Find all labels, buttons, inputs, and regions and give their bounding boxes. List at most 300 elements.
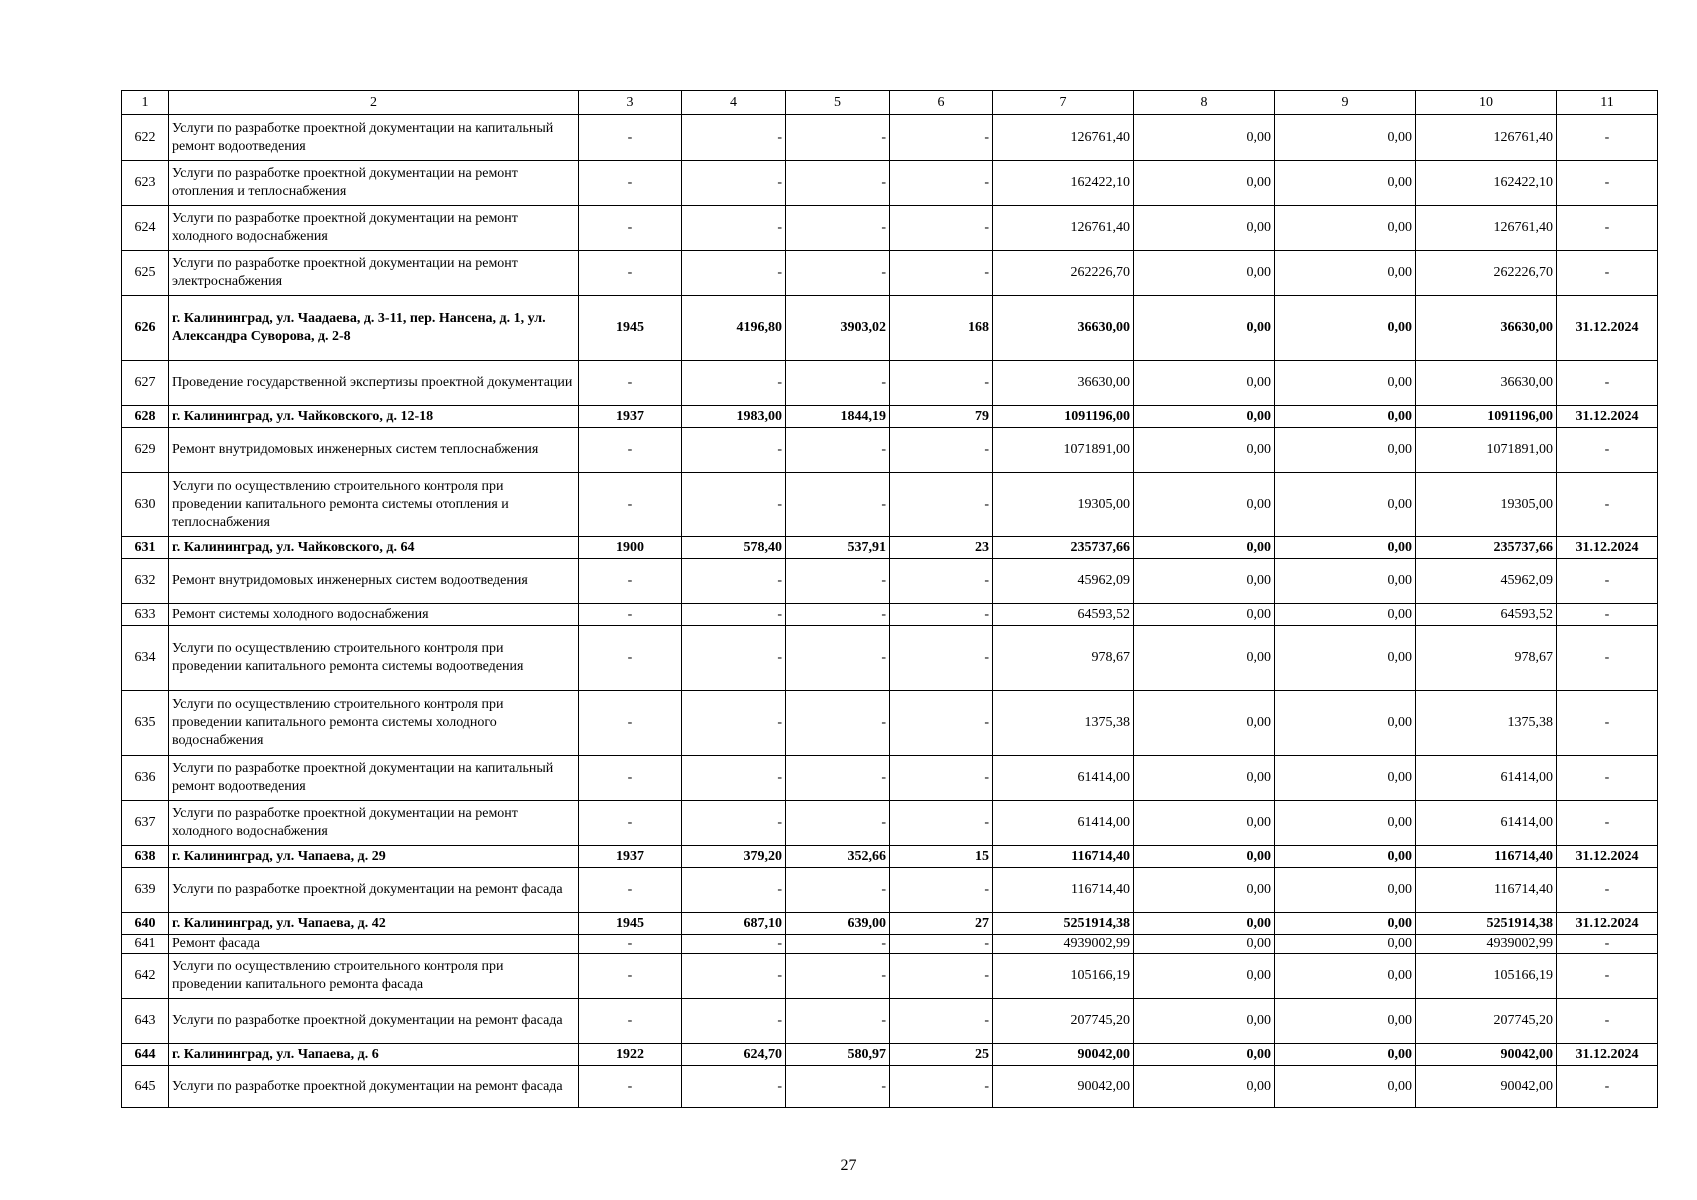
work-row <box>122 473 1658 537</box>
row-description-cell: Ремонт фасада <box>169 935 579 954</box>
total-cost-cell: 61414,00 <box>993 756 1134 801</box>
row-number-cell: 639 <box>122 868 169 913</box>
completion-date-cell: - <box>1557 115 1658 161</box>
budget-cost-cell: 0,00 <box>1275 691 1416 756</box>
completion-date-cell: - <box>1557 559 1658 604</box>
residents-cell: 15 <box>890 846 993 868</box>
build-year-cell: - <box>579 604 682 626</box>
total-cost-cell: 1375,38 <box>993 691 1134 756</box>
residents-cell: - <box>890 206 993 251</box>
page-number: 27 <box>840 1157 857 1174</box>
owners-cost-cell: 116714,40 <box>1416 868 1557 913</box>
work-row <box>122 868 1658 913</box>
living-area-cell: - <box>786 954 890 999</box>
row-number-cell: 624 <box>122 206 169 251</box>
residents-cell: - <box>890 559 993 604</box>
build-year-cell: - <box>579 559 682 604</box>
row-number-cell: 631 <box>122 537 169 559</box>
budget-cost-cell: 0,00 <box>1275 604 1416 626</box>
fund-cost-cell: 0,00 <box>1134 626 1275 691</box>
total-cost-cell: 978,67 <box>993 626 1134 691</box>
total-cost-cell: 5251914,38 <box>993 913 1134 935</box>
completion-date-cell: - <box>1557 206 1658 251</box>
owners-cost-cell: 116714,40 <box>1416 846 1557 868</box>
column-number-header: 9 <box>1275 91 1416 115</box>
total-area-cell: - <box>682 935 786 954</box>
work-row <box>122 954 1658 999</box>
residents-cell: - <box>890 251 993 296</box>
owners-cost-cell: 36630,00 <box>1416 296 1557 361</box>
row-number-cell: 643 <box>122 999 169 1044</box>
completion-date-cell: - <box>1557 428 1658 473</box>
living-area-cell: - <box>786 115 890 161</box>
fund-cost-cell: 0,00 <box>1134 361 1275 406</box>
total-area-cell: 578,40 <box>682 537 786 559</box>
budget-cost-cell: 0,00 <box>1275 473 1416 537</box>
residents-cell: - <box>890 691 993 756</box>
row-description-cell: г. Калининград, ул. Чапаева, д. 42 <box>169 913 579 935</box>
budget-cost-cell: 0,00 <box>1275 537 1416 559</box>
column-number-header: 7 <box>993 91 1134 115</box>
residents-cell: 168 <box>890 296 993 361</box>
total-area-cell: - <box>682 999 786 1044</box>
completion-date-cell: - <box>1557 868 1658 913</box>
total-area-cell: - <box>682 691 786 756</box>
total-cost-cell: 235737,66 <box>993 537 1134 559</box>
residents-cell: - <box>890 626 993 691</box>
work-row <box>122 801 1658 846</box>
column-number-header: 1 <box>122 91 169 115</box>
living-area-cell: - <box>786 251 890 296</box>
build-year-cell: - <box>579 691 682 756</box>
total-cost-cell: 45962,09 <box>993 559 1134 604</box>
fund-cost-cell: 0,00 <box>1134 935 1275 954</box>
residents-cell: - <box>890 999 993 1044</box>
document-sheet <box>121 90 1657 1108</box>
total-cost-cell: 90042,00 <box>993 1044 1134 1066</box>
row-number-cell: 632 <box>122 559 169 604</box>
build-year-cell: - <box>579 206 682 251</box>
total-cost-cell: 126761,40 <box>993 115 1134 161</box>
budget-cost-cell: 0,00 <box>1275 1066 1416 1108</box>
total-area-cell: - <box>682 1066 786 1108</box>
work-row <box>122 161 1658 206</box>
column-number-header-row <box>122 91 1658 115</box>
living-area-cell: - <box>786 691 890 756</box>
budget-cost-cell: 0,00 <box>1275 206 1416 251</box>
work-row <box>122 559 1658 604</box>
row-number-cell: 628 <box>122 406 169 428</box>
residents-cell: - <box>890 756 993 801</box>
total-area-cell: - <box>682 559 786 604</box>
residents-cell: 25 <box>890 1044 993 1066</box>
row-number-cell: 634 <box>122 626 169 691</box>
living-area-cell: - <box>786 756 890 801</box>
total-cost-cell: 19305,00 <box>993 473 1134 537</box>
budget-cost-cell: 0,00 <box>1275 756 1416 801</box>
owners-cost-cell: 235737,66 <box>1416 537 1557 559</box>
owners-cost-cell: 64593,52 <box>1416 604 1557 626</box>
total-cost-cell: 126761,40 <box>993 206 1134 251</box>
living-area-cell: - <box>786 206 890 251</box>
build-year-cell: - <box>579 626 682 691</box>
total-cost-cell: 90042,00 <box>993 1066 1134 1108</box>
total-cost-cell: 4939002,99 <box>993 935 1134 954</box>
build-year-cell: - <box>579 868 682 913</box>
row-number-cell: 623 <box>122 161 169 206</box>
work-row <box>122 756 1658 801</box>
owners-cost-cell: 45962,09 <box>1416 559 1557 604</box>
total-cost-cell: 162422,10 <box>993 161 1134 206</box>
living-area-cell: 352,66 <box>786 846 890 868</box>
row-description-cell: Услуги по осуществлению строительного контроля при проведении капитального ремонта системы отопления и теплоснабжения <box>169 473 579 537</box>
residents-cell: 79 <box>890 406 993 428</box>
completion-date-cell: - <box>1557 626 1658 691</box>
total-cost-cell: 105166,19 <box>993 954 1134 999</box>
row-description-cell: Услуги по осуществлению строительного контроля при проведении капитального ремонта системы холодного водоснабжения <box>169 691 579 756</box>
build-year-cell: - <box>579 115 682 161</box>
column-number-header: 6 <box>890 91 993 115</box>
living-area-cell: 3903,02 <box>786 296 890 361</box>
total-area-cell: - <box>682 868 786 913</box>
work-row <box>122 115 1658 161</box>
build-year-cell: - <box>579 161 682 206</box>
completion-date-cell: - <box>1557 251 1658 296</box>
row-number-cell: 636 <box>122 756 169 801</box>
living-area-cell: - <box>786 935 890 954</box>
total-area-cell: - <box>682 161 786 206</box>
completion-date-cell: 31.12.2024 <box>1557 913 1658 935</box>
column-number-header: 3 <box>579 91 682 115</box>
build-year-cell: - <box>579 361 682 406</box>
total-cost-cell: 116714,40 <box>993 868 1134 913</box>
row-number-cell: 630 <box>122 473 169 537</box>
total-area-cell: 624,70 <box>682 1044 786 1066</box>
completion-date-cell: - <box>1557 999 1658 1044</box>
fund-cost-cell: 0,00 <box>1134 115 1275 161</box>
row-number-cell: 640 <box>122 913 169 935</box>
fund-cost-cell: 0,00 <box>1134 206 1275 251</box>
build-year-cell: 1900 <box>579 537 682 559</box>
completion-date-cell: 31.12.2024 <box>1557 537 1658 559</box>
budget-cost-cell: 0,00 <box>1275 801 1416 846</box>
owners-cost-cell: 19305,00 <box>1416 473 1557 537</box>
completion-date-cell: 31.12.2024 <box>1557 1044 1658 1066</box>
budget-cost-cell: 0,00 <box>1275 868 1416 913</box>
owners-cost-cell: 207745,20 <box>1416 999 1557 1044</box>
residents-cell: - <box>890 428 993 473</box>
row-description-cell: Ремонт системы холодного водоснабжения <box>169 604 579 626</box>
total-area-cell: - <box>682 756 786 801</box>
row-description-cell: г. Калининград, ул. Чайковского, д. 12-18 <box>169 406 579 428</box>
column-number-header: 11 <box>1557 91 1658 115</box>
budget-cost-cell: 0,00 <box>1275 161 1416 206</box>
living-area-cell: - <box>786 161 890 206</box>
residents-cell: - <box>890 1066 993 1108</box>
work-row <box>122 626 1658 691</box>
completion-date-cell: 31.12.2024 <box>1557 296 1658 361</box>
living-area-cell: - <box>786 361 890 406</box>
work-row <box>122 206 1658 251</box>
row-number-cell: 641 <box>122 935 169 954</box>
fund-cost-cell: 0,00 <box>1134 559 1275 604</box>
row-description-cell: г. Калининград, ул. Чапаева, д. 6 <box>169 1044 579 1066</box>
fund-cost-cell: 0,00 <box>1134 161 1275 206</box>
owners-cost-cell: 978,67 <box>1416 626 1557 691</box>
column-number-header: 5 <box>786 91 890 115</box>
row-description-cell: Услуги по осуществлению строительного контроля при проведении капитального ремонта системы водоотведения <box>169 626 579 691</box>
fund-cost-cell: 0,00 <box>1134 954 1275 999</box>
residents-cell: - <box>890 361 993 406</box>
work-row <box>122 251 1658 296</box>
budget-cost-cell: 0,00 <box>1275 406 1416 428</box>
row-number-cell: 625 <box>122 251 169 296</box>
budget-cost-cell: 0,00 <box>1275 296 1416 361</box>
total-cost-cell: 207745,20 <box>993 999 1134 1044</box>
address-row <box>122 913 1658 935</box>
owners-cost-cell: 262226,70 <box>1416 251 1557 296</box>
living-area-cell: 537,91 <box>786 537 890 559</box>
residents-cell: 27 <box>890 913 993 935</box>
row-description-cell: Услуги по разработке проектной документации на ремонт фасада <box>169 1066 579 1108</box>
total-area-cell: - <box>682 801 786 846</box>
build-year-cell: 1922 <box>579 1044 682 1066</box>
budget-cost-cell: 0,00 <box>1275 361 1416 406</box>
fund-cost-cell: 0,00 <box>1134 999 1275 1044</box>
total-area-cell: - <box>682 604 786 626</box>
row-description-cell: Услуги по разработке проектной документации на капитальный ремонт водоотведения <box>169 756 579 801</box>
total-cost-cell: 64593,52 <box>993 604 1134 626</box>
owners-cost-cell: 105166,19 <box>1416 954 1557 999</box>
budget-cost-cell: 0,00 <box>1275 954 1416 999</box>
total-cost-cell: 36630,00 <box>993 361 1134 406</box>
living-area-cell: - <box>786 428 890 473</box>
row-description-cell: г. Калининград, ул. Чапаева, д. 29 <box>169 846 579 868</box>
living-area-cell: - <box>786 999 890 1044</box>
work-row <box>122 999 1658 1044</box>
row-description-cell: г. Калининград, ул. Чаадаева, д. 3-11, пер. Нансена, д. 1, ул. Александра Суворова, д. 2-8 <box>169 296 579 361</box>
build-year-cell: - <box>579 935 682 954</box>
address-row <box>122 1044 1658 1066</box>
living-area-cell: - <box>786 626 890 691</box>
row-number-cell: 635 <box>122 691 169 756</box>
living-area-cell: 1844,19 <box>786 406 890 428</box>
budget-cost-cell: 0,00 <box>1275 115 1416 161</box>
total-cost-cell: 36630,00 <box>993 296 1134 361</box>
completion-date-cell: - <box>1557 954 1658 999</box>
total-cost-cell: 61414,00 <box>993 801 1134 846</box>
work-row <box>122 428 1658 473</box>
owners-cost-cell: 1071891,00 <box>1416 428 1557 473</box>
fund-cost-cell: 0,00 <box>1134 428 1275 473</box>
address-row <box>122 296 1658 361</box>
work-row <box>122 1066 1658 1108</box>
work-row <box>122 604 1658 626</box>
owners-cost-cell: 36630,00 <box>1416 361 1557 406</box>
total-area-cell: 379,20 <box>682 846 786 868</box>
residents-cell: - <box>890 115 993 161</box>
completion-date-cell: - <box>1557 801 1658 846</box>
budget-cost-cell: 0,00 <box>1275 559 1416 604</box>
fund-cost-cell: 0,00 <box>1134 691 1275 756</box>
work-row <box>122 935 1658 954</box>
budget-cost-cell: 0,00 <box>1275 846 1416 868</box>
living-area-cell: - <box>786 868 890 913</box>
row-description-cell: Услуги по разработке проектной документации на капитальный ремонт водоотведения <box>169 115 579 161</box>
build-year-cell: 1937 <box>579 846 682 868</box>
budget-cost-cell: 0,00 <box>1275 626 1416 691</box>
total-area-cell: - <box>682 115 786 161</box>
address-row <box>122 846 1658 868</box>
budget-cost-cell: 0,00 <box>1275 999 1416 1044</box>
completion-date-cell: - <box>1557 1066 1658 1108</box>
row-number-cell: 637 <box>122 801 169 846</box>
total-cost-cell: 1091196,00 <box>993 406 1134 428</box>
owners-cost-cell: 90042,00 <box>1416 1066 1557 1108</box>
completion-date-cell: - <box>1557 935 1658 954</box>
build-year-cell: - <box>579 473 682 537</box>
fund-cost-cell: 0,00 <box>1134 251 1275 296</box>
residents-cell: - <box>890 954 993 999</box>
completion-date-cell: - <box>1557 691 1658 756</box>
build-year-cell: - <box>579 1066 682 1108</box>
row-description-cell: Услуги по разработке проектной документации на ремонт фасада <box>169 999 579 1044</box>
fund-cost-cell: 0,00 <box>1134 1066 1275 1108</box>
total-area-cell: - <box>682 251 786 296</box>
row-number-cell: 642 <box>122 954 169 999</box>
row-number-cell: 633 <box>122 604 169 626</box>
fund-cost-cell: 0,00 <box>1134 406 1275 428</box>
completion-date-cell: - <box>1557 604 1658 626</box>
owners-cost-cell: 1091196,00 <box>1416 406 1557 428</box>
completion-date-cell: 31.12.2024 <box>1557 406 1658 428</box>
fund-cost-cell: 0,00 <box>1134 1044 1275 1066</box>
address-row <box>122 406 1658 428</box>
residents-cell: - <box>890 868 993 913</box>
residents-cell: 23 <box>890 537 993 559</box>
fund-cost-cell: 0,00 <box>1134 537 1275 559</box>
column-number-header: 2 <box>169 91 579 115</box>
living-area-cell: - <box>786 559 890 604</box>
budget-cost-cell: 0,00 <box>1275 251 1416 296</box>
owners-cost-cell: 162422,10 <box>1416 161 1557 206</box>
budget-cost-cell: 0,00 <box>1275 1044 1416 1066</box>
completion-date-cell: 31.12.2024 <box>1557 846 1658 868</box>
total-cost-cell: 262226,70 <box>993 251 1134 296</box>
row-description-cell: Услуги по разработке проектной документации на ремонт фасада <box>169 868 579 913</box>
owners-cost-cell: 61414,00 <box>1416 801 1557 846</box>
owners-cost-cell: 90042,00 <box>1416 1044 1557 1066</box>
completion-date-cell: - <box>1557 473 1658 537</box>
residents-cell: - <box>890 801 993 846</box>
build-year-cell: 1945 <box>579 296 682 361</box>
fund-cost-cell: 0,00 <box>1134 473 1275 537</box>
total-cost-cell: 1071891,00 <box>993 428 1134 473</box>
fund-cost-cell: 0,00 <box>1134 868 1275 913</box>
completion-date-cell: - <box>1557 756 1658 801</box>
row-number-cell: 629 <box>122 428 169 473</box>
build-year-cell: - <box>579 251 682 296</box>
living-area-cell: - <box>786 604 890 626</box>
row-description-cell: Проведение государственной экспертизы проектной документации <box>169 361 579 406</box>
row-number-cell: 627 <box>122 361 169 406</box>
owners-cost-cell: 126761,40 <box>1416 115 1557 161</box>
address-row <box>122 537 1658 559</box>
residents-cell: - <box>890 473 993 537</box>
fund-cost-cell: 0,00 <box>1134 913 1275 935</box>
total-area-cell: - <box>682 428 786 473</box>
total-area-cell: - <box>682 954 786 999</box>
fund-cost-cell: 0,00 <box>1134 604 1275 626</box>
works-table <box>121 90 1658 1108</box>
build-year-cell: - <box>579 801 682 846</box>
budget-cost-cell: 0,00 <box>1275 913 1416 935</box>
row-number-cell: 638 <box>122 846 169 868</box>
row-description-cell: Услуги по разработке проектной документации на ремонт холодного водоснабжения <box>169 801 579 846</box>
build-year-cell: - <box>579 954 682 999</box>
row-description-cell: Ремонт внутридомовых инженерных систем теплоснабжения <box>169 428 579 473</box>
total-area-cell: - <box>682 206 786 251</box>
owners-cost-cell: 4939002,99 <box>1416 935 1557 954</box>
owners-cost-cell: 5251914,38 <box>1416 913 1557 935</box>
total-area-cell: 1983,00 <box>682 406 786 428</box>
row-description-cell: Услуги по осуществлению строительного контроля при проведении капитального ремонта фасада <box>169 954 579 999</box>
row-description-cell: Ремонт внутридомовых инженерных систем водоотведения <box>169 559 579 604</box>
row-description-cell: Услуги по разработке проектной документации на ремонт электроснабжения <box>169 251 579 296</box>
owners-cost-cell: 61414,00 <box>1416 756 1557 801</box>
living-area-cell: 639,00 <box>786 913 890 935</box>
owners-cost-cell: 126761,40 <box>1416 206 1557 251</box>
total-area-cell: - <box>682 473 786 537</box>
row-description-cell: Услуги по разработке проектной документации на ремонт холодного водоснабжения <box>169 206 579 251</box>
row-number-cell: 626 <box>122 296 169 361</box>
row-description-cell: г. Калининград, ул. Чайковского, д. 64 <box>169 537 579 559</box>
row-number-cell: 644 <box>122 1044 169 1066</box>
column-number-header: 8 <box>1134 91 1275 115</box>
fund-cost-cell: 0,00 <box>1134 756 1275 801</box>
build-year-cell: - <box>579 428 682 473</box>
build-year-cell: - <box>579 756 682 801</box>
total-area-cell: 4196,80 <box>682 296 786 361</box>
build-year-cell: - <box>579 999 682 1044</box>
total-area-cell: 687,10 <box>682 913 786 935</box>
living-area-cell: - <box>786 1066 890 1108</box>
budget-cost-cell: 0,00 <box>1275 935 1416 954</box>
living-area-cell: - <box>786 801 890 846</box>
row-number-cell: 622 <box>122 115 169 161</box>
work-row <box>122 361 1658 406</box>
completion-date-cell: - <box>1557 161 1658 206</box>
build-year-cell: 1937 <box>579 406 682 428</box>
column-number-header: 4 <box>682 91 786 115</box>
living-area-cell: - <box>786 473 890 537</box>
row-number-cell: 645 <box>122 1066 169 1108</box>
total-area-cell: - <box>682 626 786 691</box>
column-number-header: 10 <box>1416 91 1557 115</box>
fund-cost-cell: 0,00 <box>1134 296 1275 361</box>
owners-cost-cell: 1375,38 <box>1416 691 1557 756</box>
fund-cost-cell: 0,00 <box>1134 846 1275 868</box>
completion-date-cell: - <box>1557 361 1658 406</box>
build-year-cell: 1945 <box>579 913 682 935</box>
fund-cost-cell: 0,00 <box>1134 801 1275 846</box>
residents-cell: - <box>890 935 993 954</box>
residents-cell: - <box>890 604 993 626</box>
total-cost-cell: 116714,40 <box>993 846 1134 868</box>
work-row <box>122 691 1658 756</box>
budget-cost-cell: 0,00 <box>1275 428 1416 473</box>
residents-cell: - <box>890 161 993 206</box>
